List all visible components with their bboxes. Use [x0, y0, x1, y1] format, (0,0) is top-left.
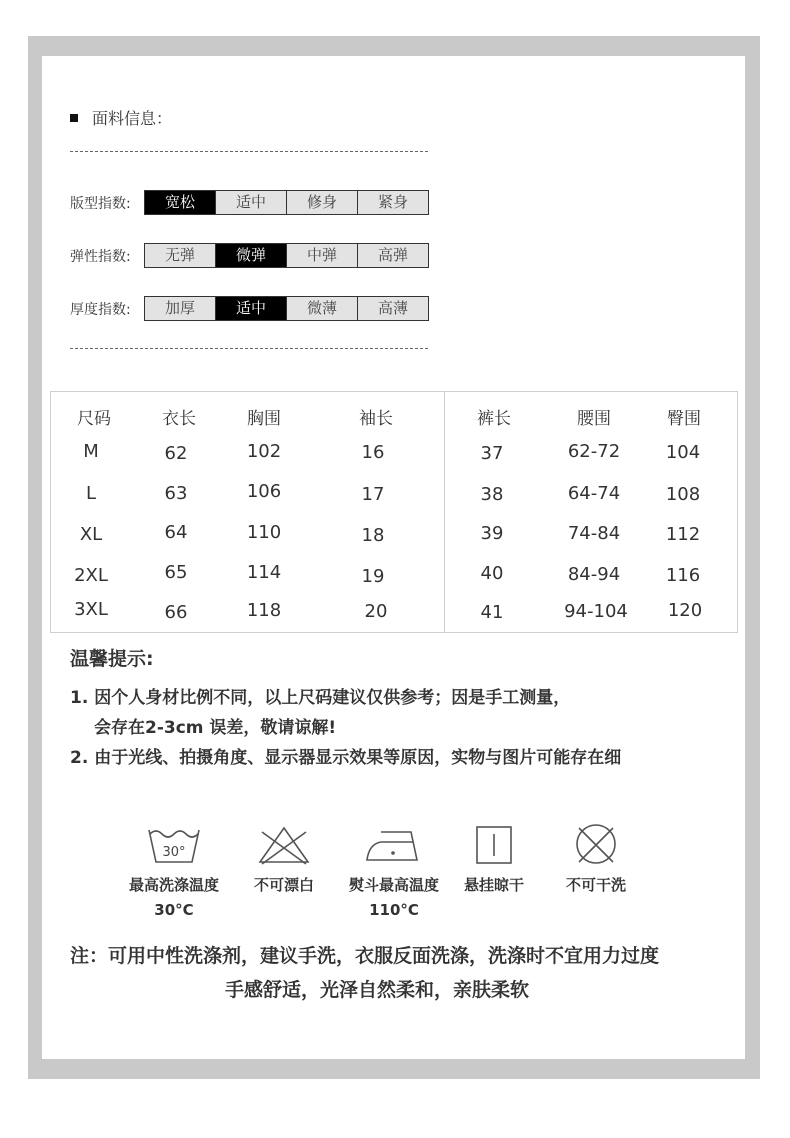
- header-pants-length: 裤长: [477, 409, 511, 429]
- table-cell: 20: [364, 601, 388, 622]
- no-dry-clean-icon: [536, 822, 656, 866]
- care-item-dry-clean: [536, 822, 656, 895]
- table-cell: 64: [164, 522, 188, 543]
- table-cell: 65: [164, 562, 188, 583]
- svg-text:30°: 30°: [162, 845, 186, 860]
- table-cell: 38: [480, 484, 504, 505]
- care-item-bleach: [224, 824, 344, 895]
- tip-line-1b: 会存在2-3cm 误差，敬请谅解!: [94, 718, 337, 738]
- fit-index-options: [144, 190, 429, 215]
- iron-temp: 110°C: [369, 901, 419, 919]
- table-cell: 120: [667, 600, 703, 621]
- stretch-index-row: [70, 243, 429, 268]
- fit-option-slim: 修身: [287, 191, 358, 214]
- table-cell: 2XL: [74, 565, 108, 586]
- tip-line-1: 1. 因个人身材比例不同，以上尺码建议仅供参考；因是手工测量，: [70, 688, 571, 708]
- table-cell: 62: [164, 443, 188, 464]
- no-bleach-icon: [224, 824, 344, 866]
- tips-title: 温馨提示:: [70, 648, 154, 670]
- table-cell: 64-74: [567, 483, 621, 504]
- care-item-wash: [114, 824, 234, 919]
- table-cell: 62-72: [567, 441, 621, 462]
- stretch-option-none: 无弹: [145, 244, 216, 267]
- table-cell: 19: [361, 566, 385, 587]
- table-cell: 41: [480, 602, 504, 623]
- header-chest: 胸围: [247, 409, 281, 429]
- fit-option-tight: 紧身: [358, 191, 428, 214]
- table-cell: XL: [79, 524, 103, 545]
- fit-option-regular: 适中: [216, 191, 287, 214]
- fabric-info-label: 面料信息：: [92, 109, 173, 128]
- wash-label: 最高洗涤温度: [128, 876, 219, 894]
- stretch-index-options: [144, 243, 429, 268]
- header-sleeve: 袖长: [359, 409, 393, 429]
- thickness-option-medium: 适中: [216, 297, 287, 320]
- table-cell: 116: [665, 565, 701, 586]
- note-line-2: 手感舒适，光泽自然柔和，亲肤柔软: [225, 979, 530, 1001]
- care-note: [70, 939, 730, 1007]
- table-cell: 39: [480, 523, 504, 544]
- table-cell: M: [83, 441, 99, 462]
- bleach-label: 不可漂白: [253, 876, 314, 894]
- table-cell: 16: [361, 442, 385, 463]
- size-table: [50, 391, 738, 633]
- table-cell: 108: [665, 484, 701, 505]
- thickness-option-very-thin: 高薄: [358, 297, 428, 320]
- thickness-option-thin: 微薄: [287, 297, 358, 320]
- dashed-divider: [70, 348, 428, 349]
- square-bullet-icon: [70, 114, 78, 122]
- note-line-1: 注：可用中性洗涤剂，建议手洗，衣服反面洗涤，洗涤时不宜用力过度: [70, 945, 660, 967]
- dry-clean-label: 不可干洗: [565, 876, 626, 894]
- table-cell: 84-94: [567, 564, 621, 585]
- thickness-option-thick: 加厚: [145, 297, 216, 320]
- table-divider: [444, 392, 445, 632]
- stretch-option-high: 高弹: [358, 244, 428, 267]
- iron-label: 熨斗最高温度: [348, 876, 439, 894]
- table-cell: 17: [361, 484, 385, 505]
- table-cell: 37: [480, 443, 504, 464]
- table-cell: 94-104: [564, 601, 628, 622]
- table-cell: 104: [665, 442, 701, 463]
- dashed-divider: [70, 151, 428, 152]
- table-cell: 40: [480, 563, 504, 584]
- table-cell: 106: [246, 481, 282, 502]
- table-cell: 66: [164, 602, 188, 623]
- table-cell: 18: [361, 525, 385, 546]
- table-cell: L: [85, 483, 97, 504]
- header-waist: 腰围: [577, 409, 611, 429]
- thickness-index-row: [70, 296, 429, 321]
- wash-temp: 30°C: [154, 901, 194, 919]
- table-cell: 118: [246, 600, 282, 621]
- stretch-option-medium: 中弹: [287, 244, 358, 267]
- stretch-index-label: 弹性指数:: [70, 248, 131, 265]
- header-length: 衣长: [162, 409, 196, 429]
- table-cell: 102: [246, 441, 282, 462]
- table-cell: 3XL: [74, 599, 108, 620]
- header-hip: 臀围: [667, 409, 701, 429]
- wash-30-icon: [114, 824, 234, 866]
- table-cell: 112: [665, 524, 701, 545]
- table-cell: 63: [164, 483, 188, 504]
- table-cell: 114: [246, 562, 282, 583]
- thickness-index-options: [144, 296, 429, 321]
- stretch-option-slight: 微弹: [216, 244, 287, 267]
- fabric-info-title: [70, 106, 172, 129]
- fit-index-label: 版型指数:: [70, 195, 131, 212]
- table-cell: 110: [246, 522, 282, 543]
- header-size: 尺码: [77, 409, 111, 429]
- hang-label: 悬挂晾干: [463, 876, 524, 894]
- fit-index-row: [70, 190, 429, 215]
- table-cell: 74-84: [567, 523, 621, 544]
- thickness-index-label: 厚度指数:: [70, 301, 131, 318]
- tip-line-2: 2. 由于光线、拍摄角度、显示器显示效果等原因，实物与图片可能存在细: [70, 748, 622, 768]
- fit-option-loose: 宽松: [145, 191, 216, 214]
